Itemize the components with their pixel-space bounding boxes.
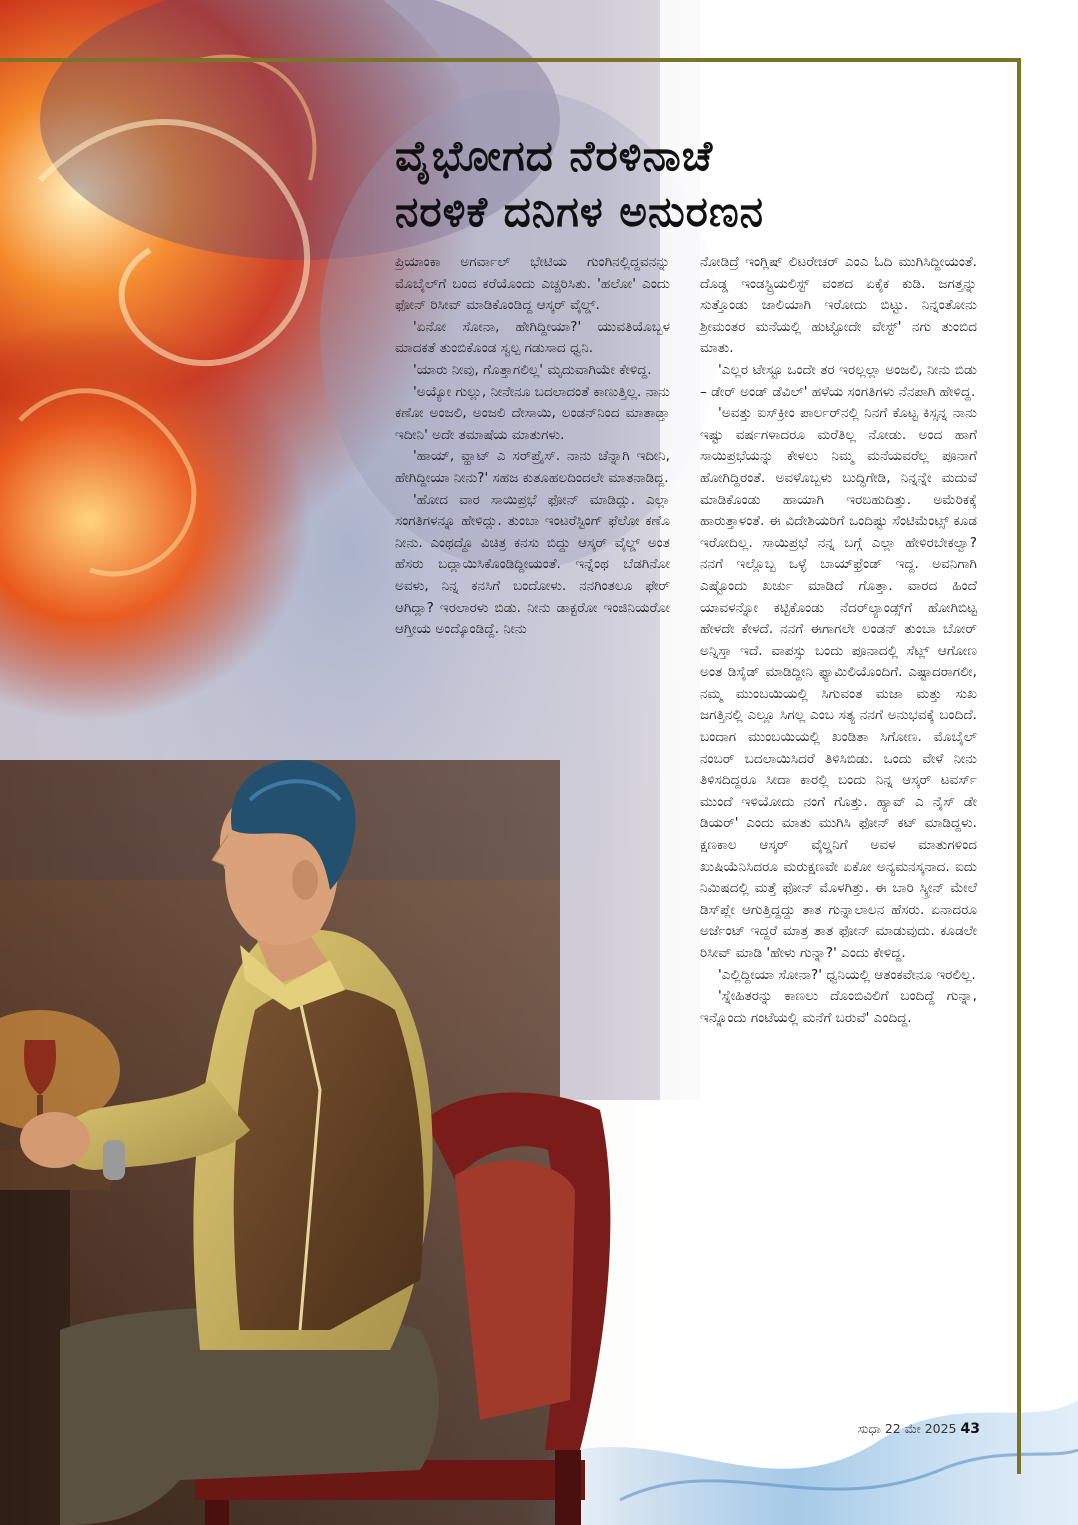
magazine-date: ಸುಧಾ 22 ಮೇ 2025 <box>857 1421 957 1436</box>
title-line-1: ವೈಭೋಗದ ನೆರಳಿನಾಚೆ <box>395 131 714 180</box>
article-title <box>395 128 1015 240</box>
paragraph: 'ಅಯ್ಯೋ ಗುಲ್ಲು, ನೀನೇನೂ ಬದಲಾದಂತೆ ಕಾಣುತ್ತಿಲ್ಲ. ನಾನು ಕಣೋ ಅಂಜಲಿ, ಅಂಜಲಿ ದೇಸಾಯಿ, ಲಂಡನ್‌ನಿಂದ ಮಾತಾಡ್ತಾ ಇದೀನಿ' ಅದೇ ತಮಾಷೆಯ ಮಾತುಗಳು. <box>395 383 670 443</box>
text-column-left <box>395 252 670 641</box>
paragraph: 'ಹಾಯ್, ವ್ಹಾಟ್ ಎ ಸರ್‌ಪ್ರೈಸ್. ನಾನು ಚೆನ್ನಾಗಿ ಇದೀನಿ, ಹೇಗಿದ್ದೀಯಾ ನೀನು?' ಸಹಜ ಕುತೂಹಲದಿಂದಲೇ ಮಾತನಾಡಿದ್ದ. <box>395 448 670 486</box>
page-footer <box>815 1421 980 1437</box>
paragraph: ಪ್ರಿಯಾಂಕಾ ಅಗರ್ವಾಲ್ ಭೇಟಿಯ ಗುಂಗಿನಲ್ಲಿದ್ದವನನ್ನು ಮೊಬೈಲ್‌ಗೆ ಬಂದ ಕರೆಯೊಂದು ಎಚ್ಚರಿಸಿತು. 'ಹಲೋ' ಎಂದು ಫೋನ್ ರಿಸೀವ್ ಮಾಡಿಕೊಂಡಿದ್ದ ಆಸ್ಕರ್ ವೈಲ್ಡ್. <box>395 254 670 314</box>
title-line-2: ನರಳಿಕೆ ದನಿಗಳ ಅನುರಣನ <box>395 187 765 236</box>
paragraph: 'ಯಾರು ನೀವು, ಗೊತ್ತಾಗಲಿಲ್ಲ' ಮೃದುವಾಗಿಯೇ ಕೇಳಿದ್ದ. <box>413 361 652 378</box>
paragraph: ನೋಡಿದ್ರೆ ಇಂಗ್ಲಿಷ್ ಲಿಟರೇಚರ್ ಎಂಎ ಓದಿ ಮುಗಿಸಿದ್ದೀಯಂತೆ. ದೊಡ್ಡ ಇಂಡಸ್ಟ್ರಿಯಲಿಸ್ಟ್ ವಂಶದ ಏಕೈಕ ಕುಡಿ. ಜಗತ್ತನ್ನು ಸುತ್ತೊಂಡು ಜಾಲಿಯಾಗಿ ಇರೋದು ಬಿಟ್ಟು. ನಿನ್ನಂತೋನು ಶ್ರೀಮಂತರ ಮನೆಯಲ್ಲಿ ಹುಟ್ಟೋದೇ ವೇಸ್ಟ್' ನಗು ತುಂಬಿದ ಮಾತು. <box>700 254 977 357</box>
paragraph: 'ಎಲ್ಲರ ಟೇಸ್ಟೂ ಒಂದೇ ತರ ಇರಲ್ಲಲ್ಲಾ ಅಂಜಲಿ, ನೀನು ಬಿಡು – ಡೇರ್ ಅಂಡ್ ಡೆವಿಲ್' ಹಳೆಯ ಸಂಗತಿಗಳು ನೆನಪಾಗಿ ಹೇಳಿದ್ದ. <box>700 361 977 400</box>
page-number: 43 <box>960 1421 980 1437</box>
text-column-right <box>700 252 977 1029</box>
paragraph: 'ಅವತ್ತು ಐಸ್‌ಕ್ರೀಂ ಪಾರ್ಲರ್‌ನಲ್ಲಿ ನಿನಗೆ ಕೊಟ್ಟ ಕಿಸ್ಸನ್ನ ನಾನು ಇಷ್ಟು ವರ್ಷಗಳಾದರೂ ಮರೆತಿಲ್ಲ ನೋಡು. ಅಂದ ಹಾಗೆ ಸಾಯಿಪ್ರಭೆಯನ್ನು ಕೇಳಲು ನಿಮ್ಮ ಮನೆಯವರೆಲ್ಲ ಪೂನಾಗೆ ಹೋಗಿದ್ದಿರಂತೆ. ಅವಳೊಬ್ಬಳು ಬುದ್ಧಿಗೇಡಿ, ನಿನ್ನನ್ನೇ ಮದುವೆ ಮಾಡಿಕೊಂಡು ಹಾಯಾಗಿ ಇರಬಹುದಿತ್ತು. ಅಮೆರಿಕಕ್ಕೆ ಹಾರುತ್ತಾಳಂತೆ. ಈ ವಿದೇಶಿಯರಿಗೆ ಒಂದಿಷ್ಟು ಸೆಂಟಿಮೆಂಟ್ಸ್ ಕೂಡ ಇರೋದಿಲ್ಲ. ಸಾಯಿಪ್ರಭೆ ನನ್ನ ಬಗ್ಗೆ ಎಲ್ಲಾ ಹೇಳಿರಬೇಕಲ್ವಾ? ನನಗೆ ಇಲ್ಲೊಬ್ಬ ಒಳ್ಳೆ ಬಾಯ್‌ಫ್ರೆಂಡ್ ಇದ್ದ. ಅವನಿಗಾಗಿ ಎಷ್ಟೊಂದು ಖರ್ಚು ಮಾಡಿದೆ ಗೊತ್ತಾ. ವಾರದ ಹಿಂದೆ ಯಾವಳನ್ನೋ ಕಟ್ಟಿಕೊಂಡು ನೆದರ್‌ಲ್ಯಾಂಡ್ಸ್‌ಗೆ ಹೋಗಿಬಿಟ್ಟ ಹೇಳದೇ ಕೇಳದೆ. ನನಗೆ ಈಗಾಗಲೇ ಲಂಡನ್ ತುಂಬಾ ಬೋರ್ ಅನ್ನಿಸ್ತಾ ಇದೆ. ವಾಪಸ್ಸು ಬಂದು ಪೂನಾದಲ್ಲಿ ಸೆಟ್ಲ್ ಆಗೋಣ ಅಂತ ಡಿಸೈಡ್ ಮಾಡಿದ್ದೀನಿ ಫ್ಯಾಮಿಲಿಯೊಂದಿಗೆ. ಎಷ್ಟಾದರಾಗಲೀ, ನಮ್ಮ ಮುಂಬಯಿಯಲ್ಲಿ ಸಿಗುವಂತ ಮಜಾ ಮತ್ತು ಸುಖ ಜಗತ್ತಿನಲ್ಲಿ ಎಲ್ಲೂ ಸಿಗಲ್ಲ ಎಂಬ ಸತ್ಯ ನನಗೆ ಅನುಭವಕ್ಕೆ ಬಂದಿದೆ. ಬಂದಾಗ ಮುಂಬಯಿಯಲ್ಲಿ ಖಂಡಿತಾ ಸಿಗೋಣ. ಮೊಬೈಲ್ ನಂಬರ್ ಬದಲಾಯಿಸಿದರೆ ತಿಳಿಸಿಬಿಡು. ಒಂದು ವೇಳೆ ನೀನು ತಿಳಿಸದಿದ್ದರೂ ಸೀದಾ ಕಾರಲ್ಲಿ ಬಂದು ನಿನ್ನ ಆಸ್ಕರ್ ಟವರ್ಸ್ ಮುಂದೆ ಇಳಿಯೋದು ನಂಗೆ ಗೊತ್ತು. ಹ್ಯಾವ್ ಎ ನೈಸ್ ಡೇ ಡಿಯರ್' ಎಂದು ಮಾತು ಮುಗಿಸಿ ಫೋನ್ ಕಟ್ ಮಾಡಿದ್ದಳು. ಕ್ಷಣಕಾಲ ಆಸ್ಕರ್ ವೈಲ್ಡನಿಗೆ ಅವಳ ಮಾತುಗಳಿಂದ ಖುಷಿಯೆನಿಸಿದರೂ ಮರುಕ್ಷಣವೇ ಏಕೋ ಅನ್ಯಮನಸ್ಕನಾದ. ಐದು ನಿಮಿಷದಲ್ಲಿ ಮತ್ತೆ ಫೋನ್ ಮೊಳಗಿತ್ತು. ಈ ಬಾರಿ ಸ್ಕ್ರೀನ್ ಮೇಲೆ ಡಿಸ್‌ಪ್ಲೇ ಆಗುತ್ತಿದ್ದದ್ದು ತಾತ ಗುನ್ನಾಲಾಲನ ಹೆಸರು. ಏನಾದರೂ ಅರ್ಜೆಂಟ್ ಇದ್ದರೆ ಮಾತ್ರ ತಾತ ಫೋನ್ ಮಾಡುವುದು. ಕೂಡಲೇ ರಿಸೀವ್ ಮಾಡಿ 'ಹೇಳು ಗುನ್ನಾ?' ಎಂದು ಕೇಳಿದ್ದ. <box>700 405 977 961</box>
paragraph: 'ಹೋದ ವಾರ ಸಾಯಿಪ್ರಭೆ ಫೋನ್ ಮಾಡಿದ್ಲು. ಎಲ್ಲಾ ಸಂಗತಿಗಳನ್ನೂ ಹೇಳಿದ್ಲು. ತುಂಬಾ ಇಂಟರೆಸ್ಟಿಂಗ್ ಫೆಲೋ ಕಣೊ ನೀನು. ಎಂಥದ್ದೊ ವಿಚಿತ್ರ ಕನಸು ಬಿದ್ದು ಆಸ್ಕರ್ ವೈಲ್ಡ್ ಅಂತ ಹೆಸರು ಬದ್ಲಾಯಿಸಿಕೊಂಡಿದ್ದೀಯಂತೆ. ಇನ್ನೆಂಥ ಬೆಡಗಿನೋ ಅವಳು, ನಿನ್ನ ಕನಸಿಗೆ ಬಂದೋಳು. ನನಗಿಂತಲೂ ಫೇರ್ ಆಗಿದ್ಲಾ? ಇರಲಾರಳು ಬಿಡು. ನೀನು ಡಾಕ್ಟರೋ ಇಂಜಿನಿಯರೋ ಆಗ್ತೀಯ ಅಂದ್ಕೊಂಡಿದ್ದೆ. ನೀನು <box>395 491 670 638</box>
paragraph: 'ಎಲ್ಲಿದ್ದೀಯಾ ಸೋನಾ?' ಧ್ವನಿಯಲ್ಲಿ ಆತಂಕವೇನೂ ಇರಲಿಲ್ಲ. <box>718 966 976 983</box>
paragraph: 'ಏನೋ ಸೋನಾ, ಹೇಗಿದ್ದೀಯಾ?' ಯುವತಿಯೊಬ್ಬಳ ಮಾದಕತೆ ತುಂಬಿಕೊಂಡ ಸ್ವಲ್ಪ ಗಡುಸಾದ ಧ್ವನಿ. <box>395 318 670 357</box>
paragraph: 'ಸ್ನೇಹಿತರನ್ನು ಕಾಣಲು ದೊಂಬಿವಿಲಿಗೆ ಬಂದಿದ್ದೆ ಗುನ್ನಾ, ಇನ್ನೊಂದು ಗಂಟೆಯಲ್ಲಿ ಮನೆಗೆ ಬರುವೆ' ಎಂದಿದ್ದ. <box>700 988 977 1026</box>
